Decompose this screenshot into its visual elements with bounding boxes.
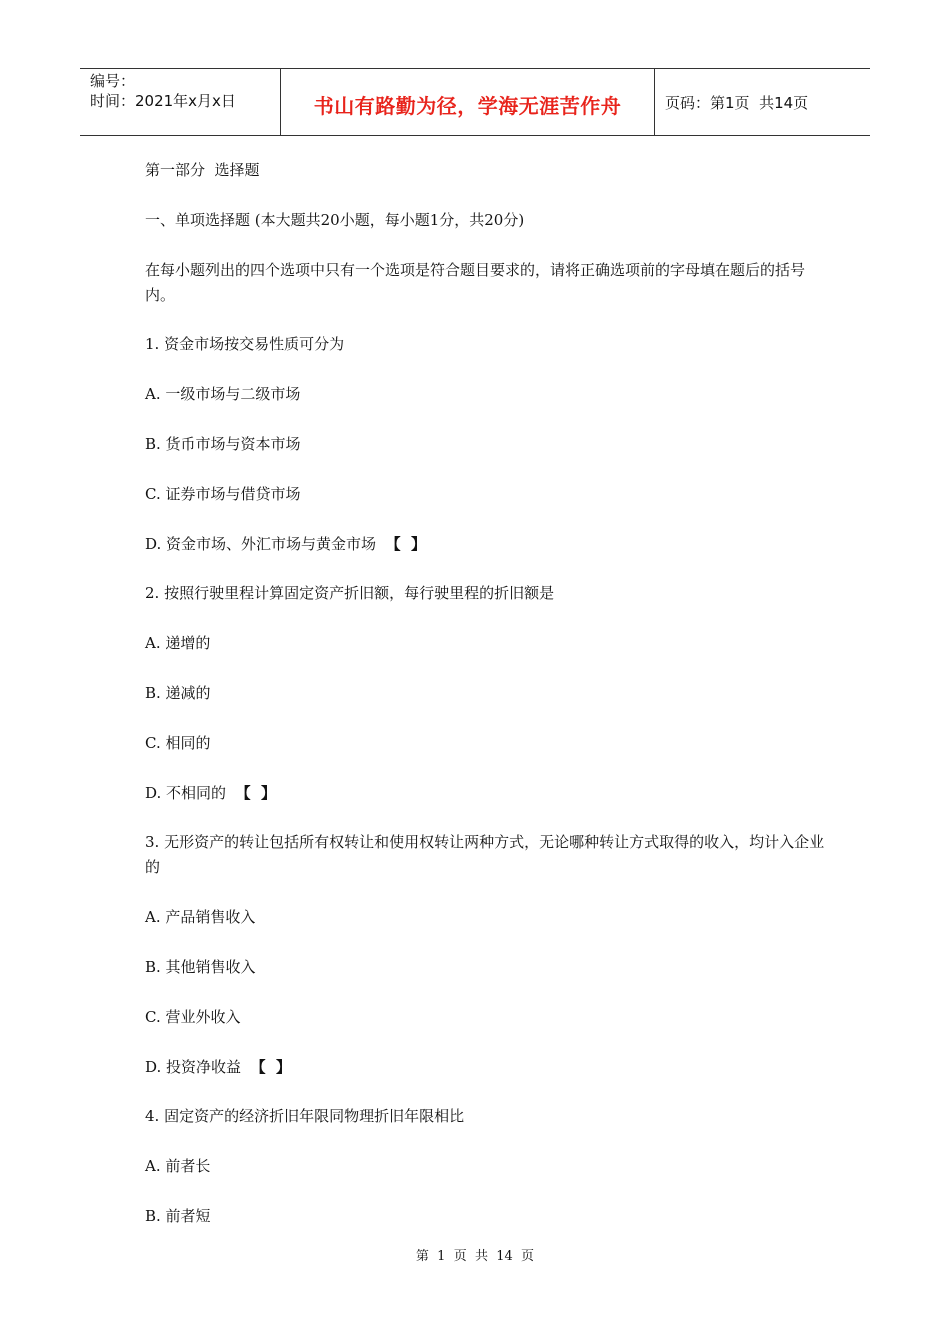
question-option: A. 产品销售收入 [145,908,256,927]
answer-bracket: 【 】 [250,1057,292,1076]
header-page-info-cell [655,69,870,135]
section-title: 第一部分 选择题 [145,161,260,179]
question-option: D. 资金市场、外汇市场与黄金市场 [145,534,377,553]
question-option: C. 相同的 [145,733,211,752]
question-option: B. 货币市场与资本市场 [145,434,301,453]
question-option-with-bracket [145,532,825,557]
question-stem: 3. 无形资产的转让包括所有权转让和使用权转让两种方式，无论哪种转让方式取得的收入，均计入企业的 [145,833,825,877]
answer-bracket: 【 】 [235,783,277,802]
question-option-with-bracket [145,1055,825,1080]
document-body [145,158,825,1254]
time-label: 时间：2021年x月x日 [90,92,236,110]
page-footer: 第 1 页 共 14 页 [415,1249,535,1264]
number-label: 编号： [90,72,136,90]
question-option: D. 投资净收益 [145,1057,242,1076]
answer-bracket: 【 】 [385,534,427,553]
motto: 书山有路勤为径，学海无涯苦作舟 [313,93,622,118]
document-header [80,68,870,136]
question-option: B. 前者短 [145,1206,211,1225]
question-option: B. 递减的 [145,683,211,702]
question-stem: 1. 资金市场按交易性质可分为 [145,335,345,354]
question-option: A. 一级市场与二级市场 [145,385,301,404]
question-stem: 2. 按照行驶里程计算固定资产折旧额，每行驶里程的折旧额是 [145,584,555,603]
question-option: C. 营业外收入 [145,1007,241,1026]
question-option: C. 证券市场与借贷市场 [145,484,301,503]
question-option: D. 不相同的 [145,783,227,802]
header-meta [80,69,281,135]
question-stem: 4. 固定资产的经济折旧年限同物理折旧年限相比 [145,1107,465,1126]
question-option-with-bracket [145,781,825,806]
instructions: 在每小题列出的四个选项中只有一个选项是符合题目要求的，请将正确选项前的字母填在题后的括号内。 [145,260,806,304]
header-motto-cell [281,69,655,135]
question-option: A. 前者长 [145,1157,211,1176]
page-info: 页码：第1页 共14页 [665,93,809,112]
question-option: B. 其他销售收入 [145,957,256,976]
question-option: A. 递增的 [145,634,211,653]
part-title: 一、单项选择题 (本大题共20小题，每小题1分，共20分) [145,210,525,229]
